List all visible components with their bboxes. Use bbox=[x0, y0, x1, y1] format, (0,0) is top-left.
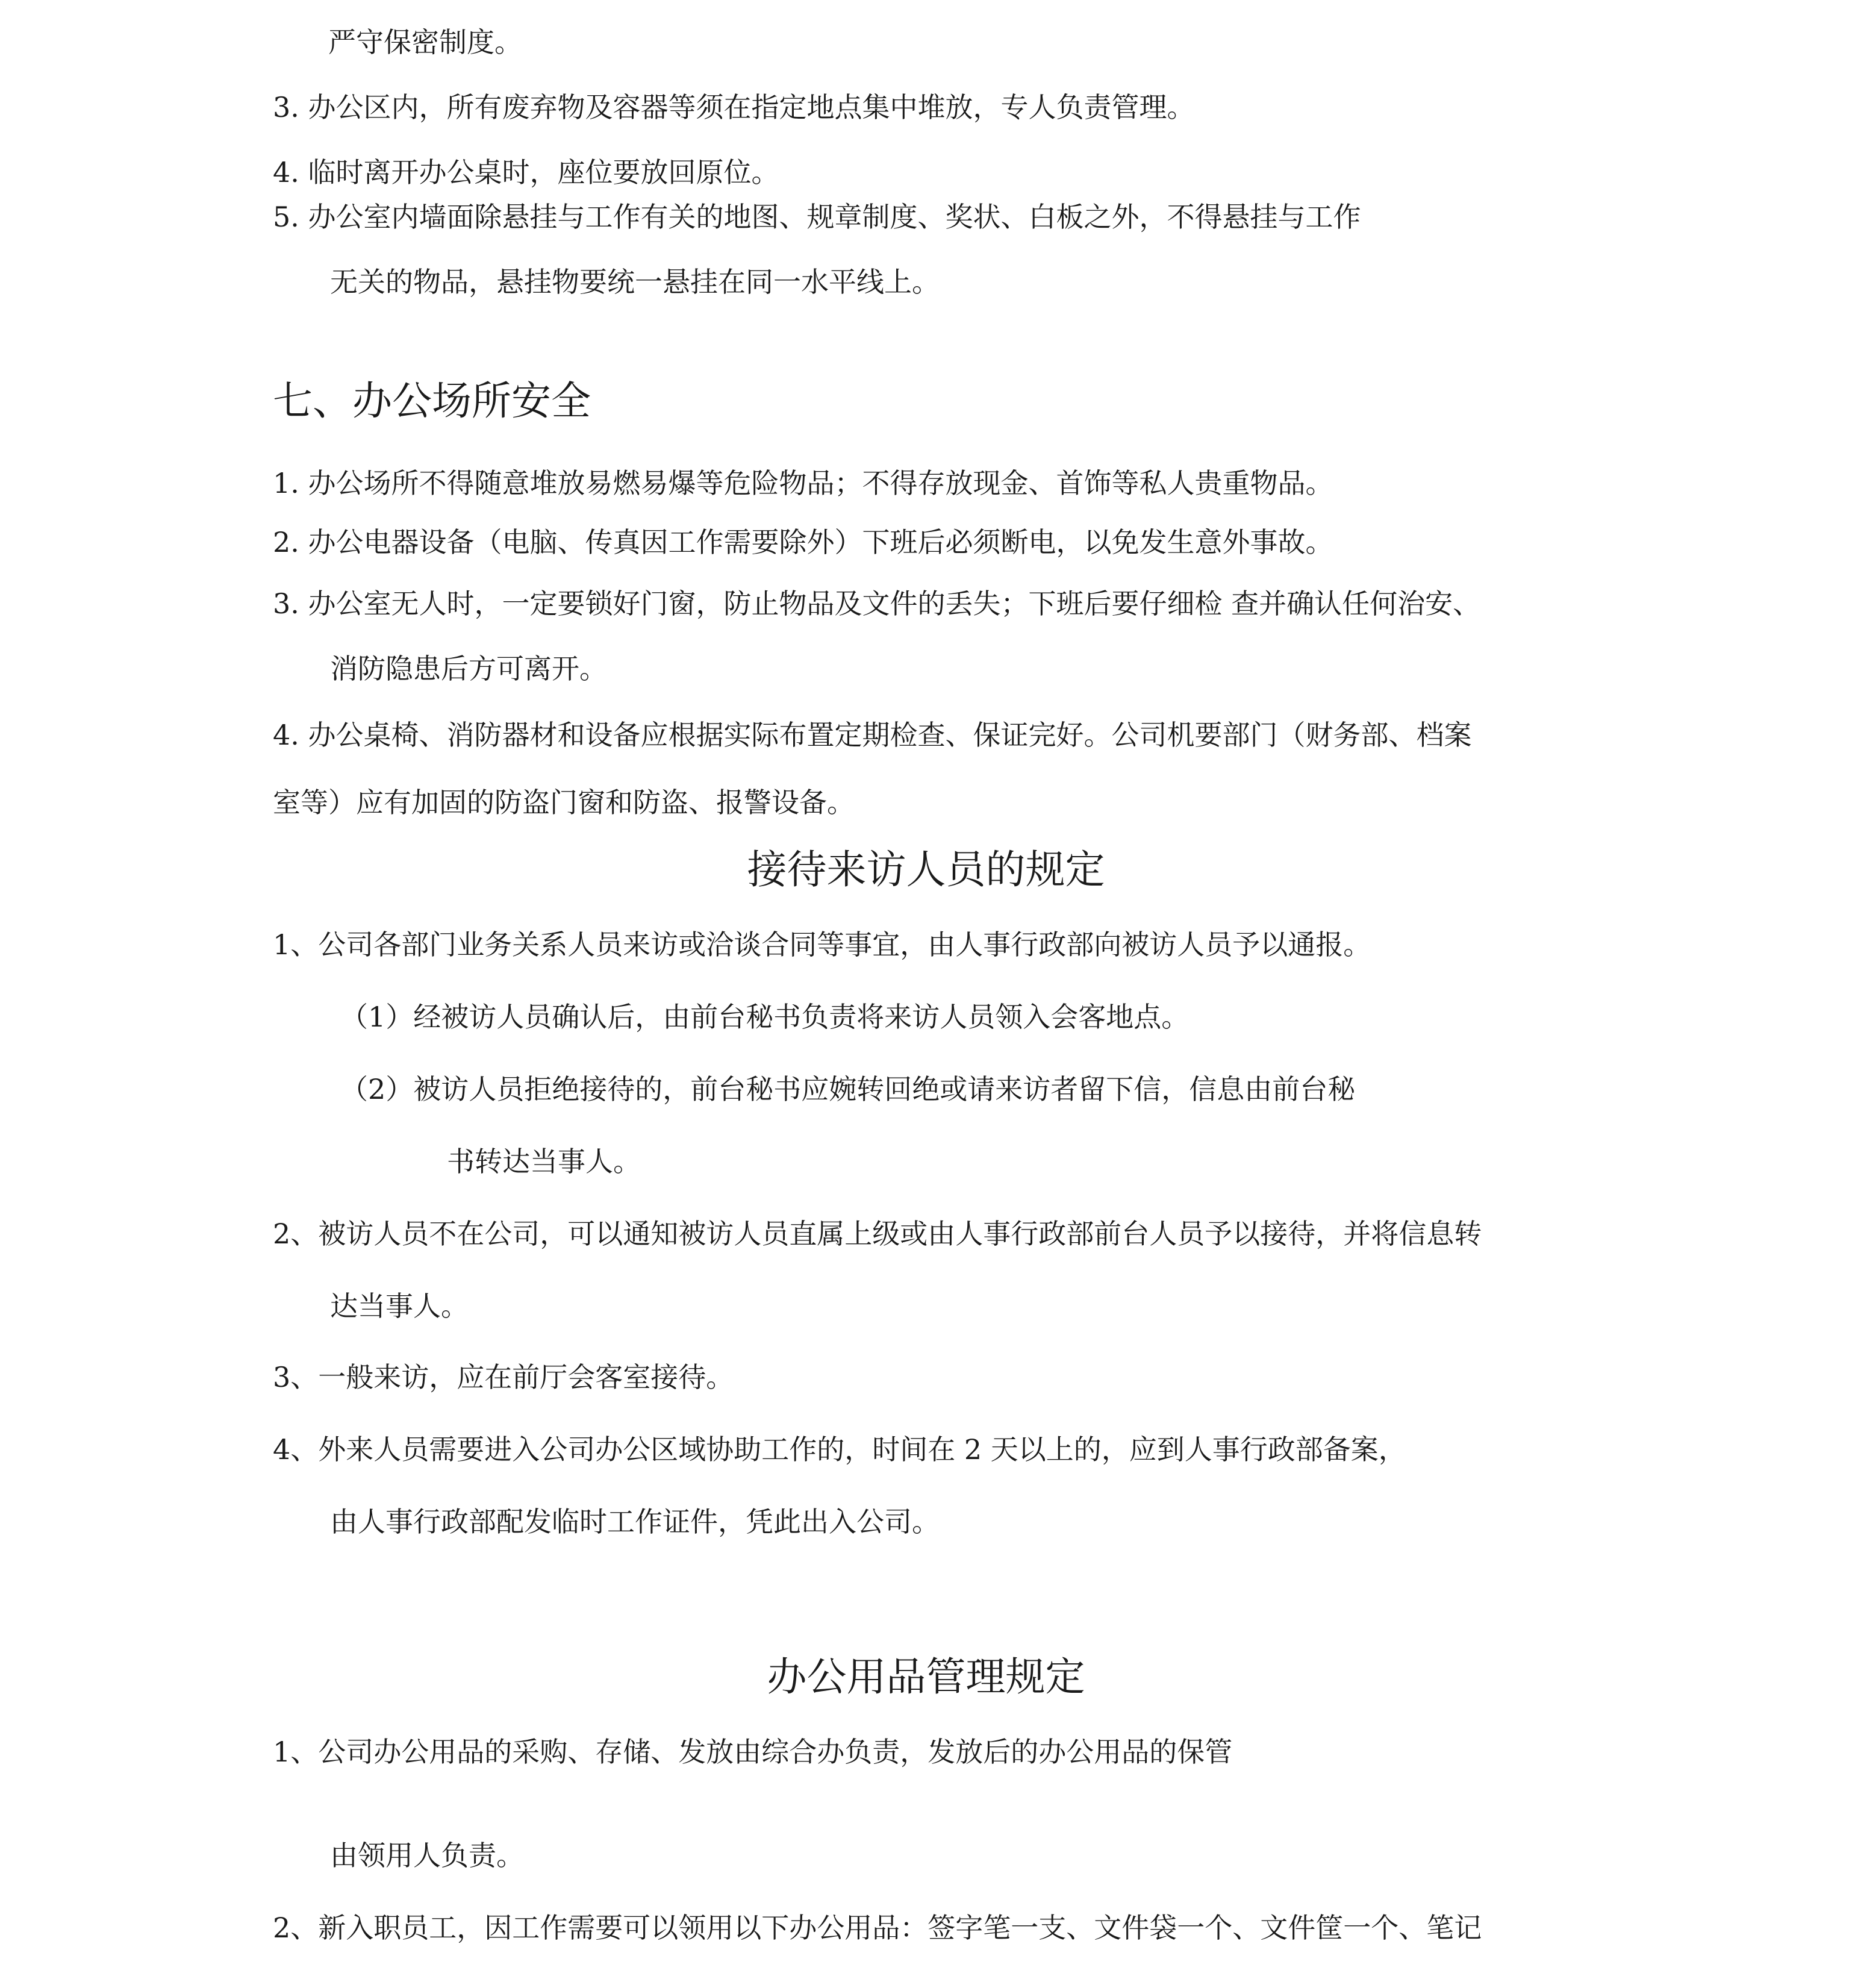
visitors-title: 接待来访人员的规定 bbox=[747, 846, 1105, 893]
supplies-item-1: 1、公司办公用品的采购、存储、发放由综合办负责，发放后的办公用品的保管 bbox=[273, 1736, 1233, 1768]
security-item-4: 4. 办公桌椅、消防器材和设备应根据实际布置定期检查、保证完好。公司机要部门（财务部、档案 bbox=[273, 719, 1472, 751]
security-item-2: 2. 办公电器设备（电脑、传真因工作需要除外）下班后必须断电，以免发生意外事故。 bbox=[273, 526, 1333, 558]
visitors-item-1: 1、公司各部门业务关系人员来访或洽谈合同等事宜，由人事行政部向被访人员予以通报。 bbox=[273, 928, 1371, 961]
supplies-title: 办公用品管理规定 bbox=[767, 1654, 1085, 1700]
security-item-3-cont: 消防隐患后方可离开。 bbox=[330, 652, 607, 685]
visitors-item-1-sub-2-cont: 书转达当事人。 bbox=[447, 1145, 641, 1178]
visitors-item-3: 3、一般来访，应在前厅会客室接待。 bbox=[273, 1361, 734, 1393]
visitors-item-2: 2、被访人员不在公司，可以通知被访人员直属上级或由人事行政部前台人员予以接待，并将信息转 bbox=[273, 1217, 1482, 1250]
security-item-1: 1. 办公场所不得随意堆放易燃易爆等危险物品；不得存放现金、首饰等私人贵重物品。 bbox=[273, 467, 1333, 499]
supplies-item-1-cont: 由领用人负责。 bbox=[330, 1839, 524, 1872]
visitors-item-4: 4、外来人员需要进入公司办公区域协助工作的，时间在 2 天以上的，应到人事行政部备案， bbox=[273, 1433, 1406, 1466]
visitors-item-2-cont: 达当事人。 bbox=[330, 1290, 469, 1322]
continuation-line: 严守保密制度。 bbox=[328, 26, 522, 58]
visitors-item-4-cont: 由人事行政部配发临时工作证件，凭此出入公司。 bbox=[330, 1505, 940, 1538]
hygiene-item-3: 3. 办公区内，所有废弃物及容器等须在指定地点集中堆放，专人负责管理。 bbox=[273, 91, 1195, 123]
hygiene-item-5: 5. 办公室内墙面除悬挂与工作有关的地图、规章制度、奖状、白板之外，不得悬挂与工作 bbox=[273, 201, 1361, 233]
security-item-3: 3. 办公室无人时，一定要锁好门窗，防止物品及文件的丢失；下班后要仔细检 查并确认任何治安、 bbox=[273, 587, 1481, 620]
visitors-item-1-sub-2: （2）被访人员拒绝接待的，前台秘书应婉转回绝或请来访者留下信，信息由前台秘 bbox=[340, 1073, 1356, 1105]
hygiene-item-4: 4. 临时离开办公桌时，座位要放回原位。 bbox=[273, 156, 779, 189]
supplies-item-2: 2、新入职员工，因工作需要可以领用以下办公用品：签字笔一支、文件袋一个、文件筐一个、笔记 bbox=[273, 1911, 1482, 1944]
security-item-4-cont: 室等）应有加固的防盗门窗和防盗、报警设备。 bbox=[273, 786, 855, 819]
hygiene-item-5-cont: 无关的物品，悬挂物要统一悬挂在同一水平线上。 bbox=[330, 266, 940, 298]
section-heading-office-security: 七、办公场所安全 bbox=[273, 378, 591, 424]
visitors-item-1-sub-1: （1）经被访人员确认后，由前台秘书负责将来访人员领入会客地点。 bbox=[340, 1001, 1189, 1033]
